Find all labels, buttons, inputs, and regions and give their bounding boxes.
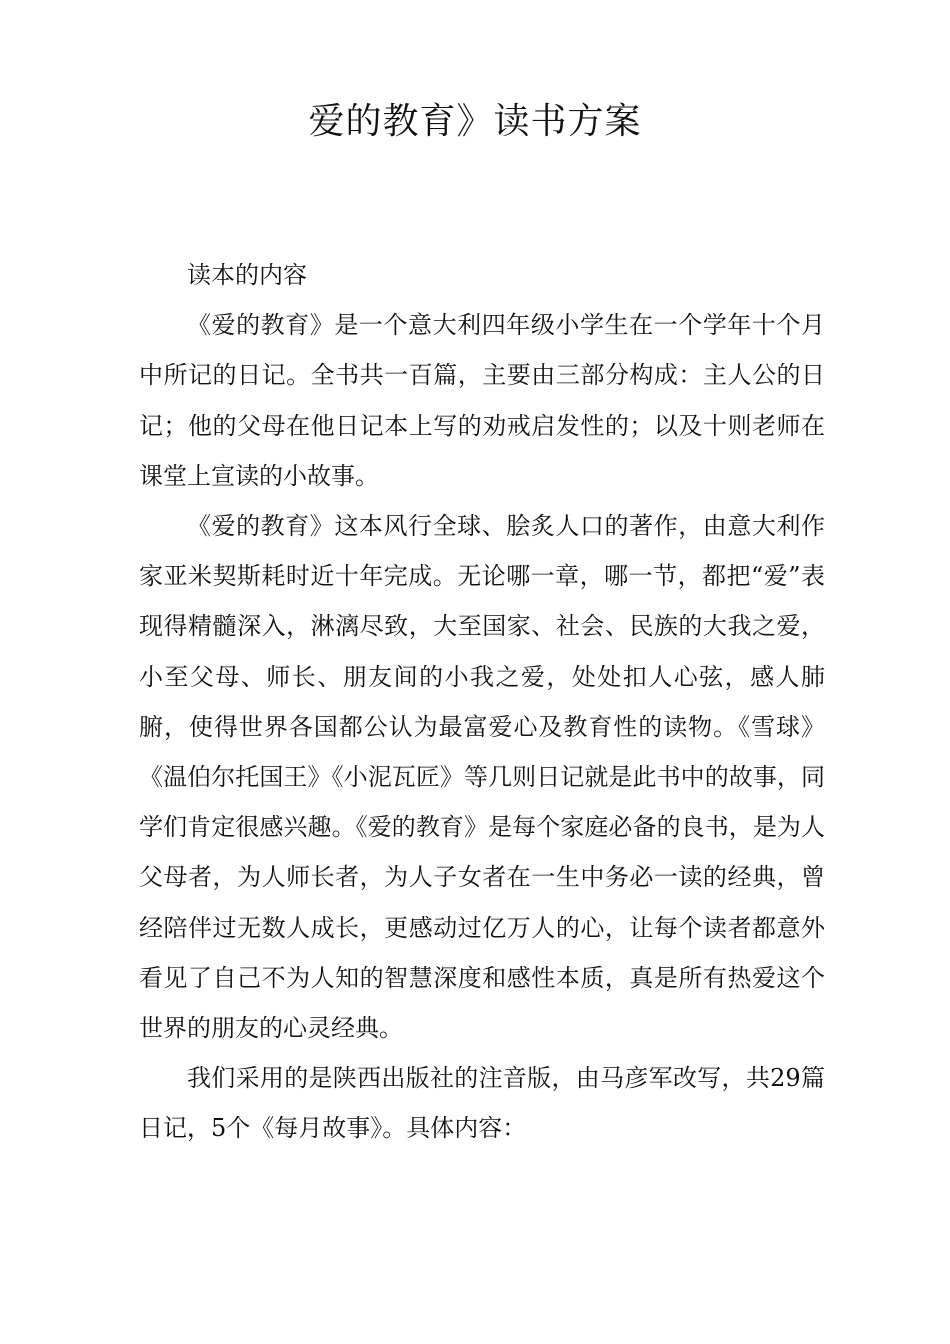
document-body	[139, 250, 825, 1154]
paragraph-edition: 我们采用的是陕西出版社的注音版，由马彦军改写，共29篇日记，5个《每月故事》。具体内容：	[139, 1064, 825, 1143]
section-heading: 读本的内容	[187, 261, 307, 289]
document-title: 爱的教育》读书方案	[308, 101, 642, 142]
paragraph-description: 《爱的教育》这本风行全球、脍炙人口的著作，由意大利作家亚米契斯耗时近十年完成。无论哪一章，哪一节，都把“爱”表现得精髓深入，淋漓尽致，大至国家、社会、民族的大我之爱，小至父母、师长、朋友间的小我之爱，处处扣人心弦，感人肺腑，使得世界各国都公认为最富爱心及教育性的读物。《雪球》《温伯尔托国王》《小泥瓦匠》等几则日记就是此书中的故事，同学们肯定很感兴趣。《爱的教育》是每个家庭必备的良书，是为人父母者，为人师长者，为人子女者在一生中务必一读的经典，曾经陪伴过无数人成长，更感动过亿万人的心，让每个读者都意外看见了自己不为人知的智慧深度和感性本质，真是所有热爱这个世界的朋友的心灵经典。	[139, 512, 825, 1043]
paragraph-intro: 《爱的教育》是一个意大利四年级小学生在一个学年十个月中所记的日记。全书共一百篇，主要由三部分构成：主人公的日记；他的父母在他日记本上写的劝戒启发性的；以及十则老师在课堂上宣读的小故事。	[139, 311, 825, 490]
